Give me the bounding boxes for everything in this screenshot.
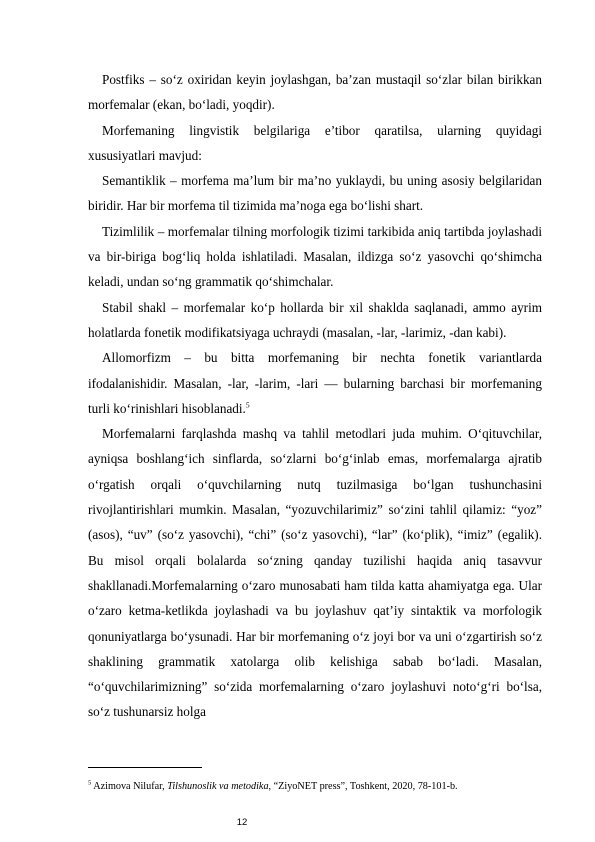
paragraph-semantiklik: Semantiklik – morfema ma’lum bir ma’no yuklaydi, bu uning asosiy belgilaridan biridir. Har bir morfema til tizimida ma’noga ega bo‘lishi shart.: [88, 173, 542, 214]
paragraph-lingvistik-belgilar: Morfemaning lingvistik belgilariga e’tibor qaratilsa, ularning quyidagi xususiyatlari mavjud:: [88, 122, 542, 163]
paragraph-postfiks: Postfiks – so‘z oxiridan keyin joylashgan, ba’zan mustaqil so‘zlar bilan birikkan morfemalar (ekan, bo‘ladi, yoqdir).: [88, 72, 542, 113]
paragraph-allomorfizm-text: Allomorfizm – bu bitta morfemaning bir nechta fonetik variantlarda ifodalanishidir. Masalan, -lar, -larim, -lari — bularning barchasi bir morfemaning turli ko‘rinishlari hisoblanadi.: [88, 350, 542, 416]
body-text: [88, 67, 542, 725]
page-number: 12: [236, 817, 248, 828]
footnote-author: Azimova Nilufar,: [93, 781, 165, 792]
paragraph-stabil-shakl: Stabil shakl – morfemalar ko‘p hollarda bir xil shaklda saqlanadi, ammo ayrim holatlarda fonetik modifikatsiyaga uchraydi (masalan, -lar, -larimiz, -dan kabi).: [88, 299, 542, 340]
footnote-separator: [88, 767, 202, 768]
footnote-title: Tilshunoslik va metodika: [167, 781, 269, 792]
footnote-reference[interactable]: 5: [245, 400, 250, 410]
footnote-number: 5: [88, 779, 92, 787]
footnote-publication: , “ZiyoNET press”, Toshkent, 2020, 78-101-b.: [268, 781, 458, 792]
paragraph-farqlash-metodlari: Morfemalarni farqlashda mashq va tahlil metodlari juda muhim. O‘qituvchilar, ayniqsa boshlang‘ich sinflarda, so‘zlarni bo‘g‘inlab emas, morfemalarga ajratib o‘rgatish orqali o‘quvchilarning nutq tuzilmasiga bo‘lgan tushunchasini rivojlantirishlari mumkin. Masalan, “yozuvchilarimiz” so‘zini tahlil qilamiz: “yoz” (asos), “uv” (so‘z yasovchi), “chi” (so‘z yasovchi), “lar” (ko‘plik), “imiz” (egalik). Bu misol orqali bolalarda so‘zning qanday tuzilishi haqida aniq tasavvur shakllanadi.Morfemalarning o‘zaro munosabati ham tilda katta ahamiyatga ega. Ular o‘zaro ketma-ketlikda joylashadi va bu joylashuv qat’iy sintaktik va morfologik qonuniyatlarga bo‘ysunadi. Har bir morfemaning o‘z joyi bor va uni o‘zgartirish so‘z shaklining grammatik xatolarga olib kelishiga sabab bo‘ladi. Masalan, “o‘quvchilarimizning” so‘zida morfemalarning o‘zaro joylashuvi noto‘g‘ri bo‘lsa, so‘z tushunarsiz holga: [88, 426, 542, 720]
paragraph-allomorfizm: [88, 345, 542, 421]
paragraph-tizimlilik: Tizimlilik – morfemalar tilning morfologik tizimi tarkibida aniq tartibda joylashadi va bir-biriga bog‘liq holda ishlatiladi. Masalan, ildizga so‘z yasovchi qo‘shimcha keladi, undan so‘ng grammatik qo‘shimchalar.: [88, 223, 542, 290]
footnote: [88, 780, 568, 793]
